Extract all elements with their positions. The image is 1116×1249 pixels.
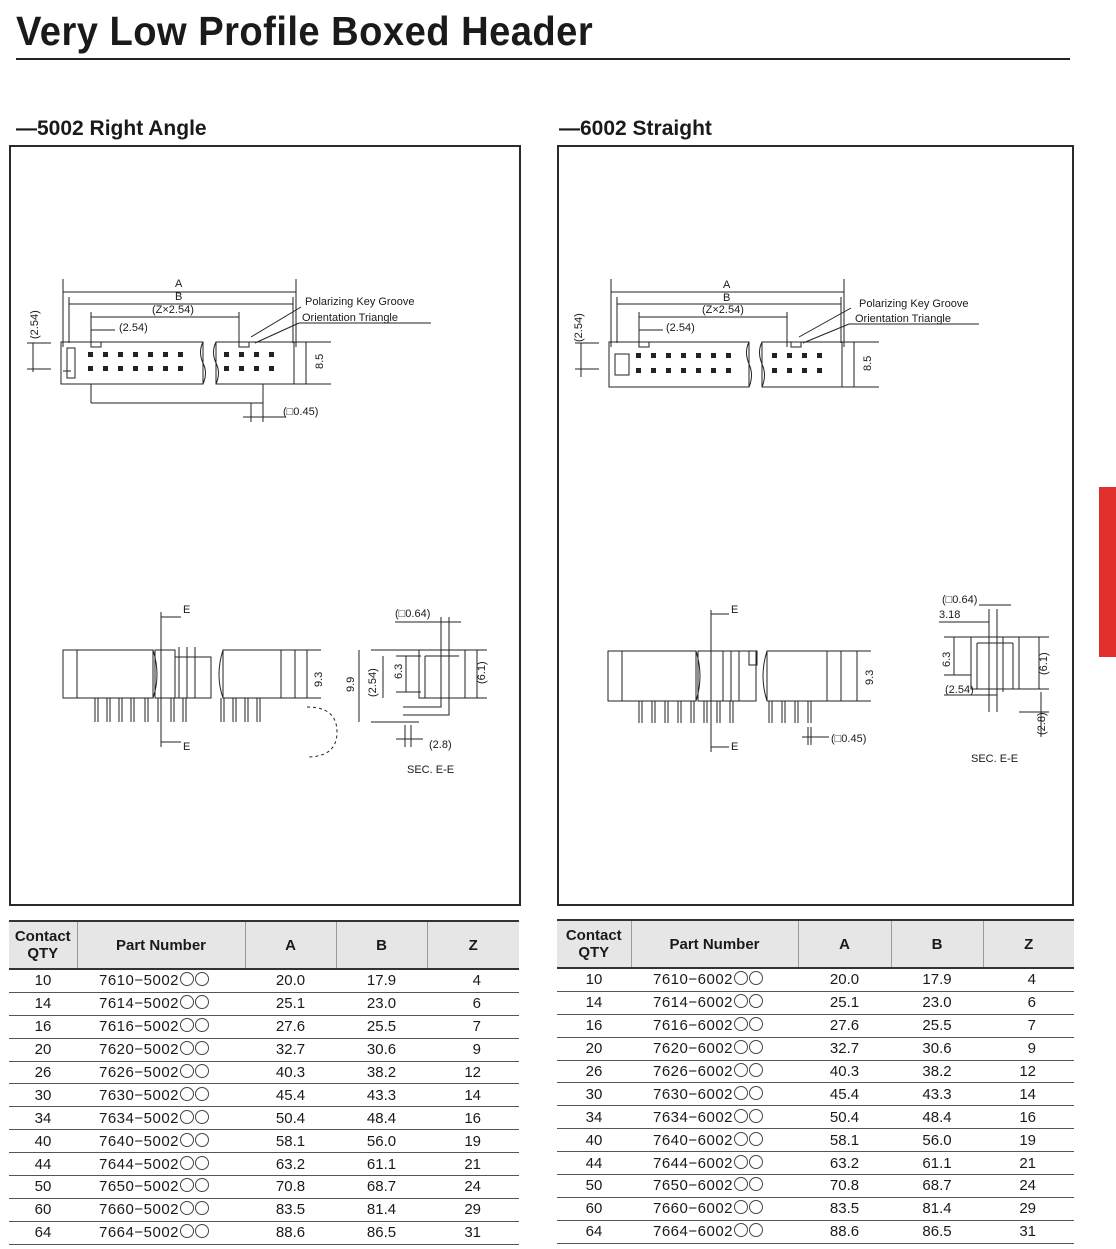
- title-rule: [16, 58, 1070, 60]
- cell-contact-qty: 26: [557, 1060, 631, 1083]
- right-angle-drawing: [11, 147, 519, 904]
- option-code-circle-icon: [734, 994, 748, 1008]
- part-number-text: 7630−5002: [99, 1086, 179, 1104]
- cell-contact-qty: 10: [9, 969, 77, 992]
- cell-contact-qty: 50: [9, 1176, 77, 1199]
- orientation-label: Orientation Triangle: [855, 313, 951, 325]
- table-row: [9, 969, 519, 992]
- table-row: [9, 1084, 519, 1107]
- cell-contact-qty: 50: [557, 1175, 631, 1198]
- cell-a: 25.1: [245, 992, 336, 1015]
- header-part-number: Part Number: [77, 921, 245, 969]
- cell-b: 86.5: [891, 1220, 983, 1243]
- sec-e-bottom-label: E: [183, 741, 191, 753]
- header-b: B: [336, 921, 427, 969]
- cell-z: 29: [983, 1197, 1074, 1220]
- cell-contact-qty: 10: [557, 968, 631, 991]
- cell-a: 45.4: [798, 1083, 891, 1106]
- table-straight: [557, 919, 1074, 1244]
- dim-b-label: B: [723, 292, 731, 304]
- polarizing-label: Polarizing Key Groove: [305, 296, 415, 308]
- cell-z: 24: [983, 1175, 1074, 1198]
- table-row: [9, 1061, 519, 1084]
- sec-e-top-label: E: [731, 604, 739, 616]
- table-row: [557, 1175, 1074, 1198]
- dim-6-1-label: (6.1): [476, 661, 488, 684]
- cell-part-number: [631, 1197, 798, 1220]
- cell-b: 61.1: [891, 1152, 983, 1175]
- dim-b-label: B: [175, 291, 183, 303]
- option-code-circle-icon: [749, 1132, 763, 1146]
- cell-contact-qty: 16: [557, 1014, 631, 1037]
- cell-a: 70.8: [245, 1176, 336, 1199]
- option-code-circle-icon: [180, 1064, 194, 1078]
- dim-9-3-label: 9.3: [864, 669, 876, 685]
- table-row: [557, 1220, 1074, 1243]
- option-code-circle-icon: [180, 1156, 194, 1170]
- dim-254s-label: (2.54): [945, 684, 974, 696]
- cell-b: 81.4: [891, 1197, 983, 1220]
- option-code-circle-icon: [195, 995, 209, 1009]
- cell-a: 63.2: [798, 1152, 891, 1175]
- option-code-circle-icon: [749, 1177, 763, 1191]
- header-b: B: [891, 920, 983, 968]
- part-number-text: 7634−5002: [99, 1109, 179, 1127]
- option-code-circle-icon: [749, 1086, 763, 1100]
- dim-2-8-label: (2.8): [1036, 712, 1048, 735]
- cell-b: 30.6: [336, 1038, 427, 1061]
- cell-b: 30.6: [891, 1037, 983, 1060]
- table-row: [9, 1015, 519, 1038]
- option-code-circle-icon: [734, 1040, 748, 1054]
- cell-part-number: [77, 1198, 245, 1221]
- cell-z: 6: [427, 992, 519, 1015]
- option-code-circle-icon: [180, 1224, 194, 1238]
- cell-part-number: [631, 1037, 798, 1060]
- cell-b: 81.4: [336, 1198, 427, 1221]
- cell-contact-qty: 14: [9, 992, 77, 1015]
- cell-z: 16: [983, 1106, 1074, 1129]
- option-code-circle-icon: [734, 1177, 748, 1191]
- dim-9-3-label: 9.3: [313, 671, 325, 687]
- cell-a: 70.8: [798, 1175, 891, 1198]
- cell-a: 32.7: [245, 1038, 336, 1061]
- dim-064-label: (□0.64): [395, 608, 431, 620]
- option-code-circle-icon: [749, 1200, 763, 1214]
- cell-part-number: [631, 1106, 798, 1129]
- table-row: [557, 1197, 1074, 1220]
- dim-254s-label: (2.54): [367, 668, 379, 697]
- polarizing-label: Polarizing Key Groove: [859, 298, 969, 310]
- cell-a: 88.6: [245, 1221, 336, 1244]
- cell-contact-qty: 60: [9, 1198, 77, 1221]
- dim-pitch-label: (2.54): [666, 322, 695, 334]
- part-number-text: 7644−5002: [99, 1155, 179, 1173]
- part-number-text: 7644−6002: [653, 1154, 733, 1172]
- table-header-row: [9, 921, 519, 969]
- cell-b: 17.9: [891, 968, 983, 991]
- table-row: [557, 991, 1074, 1014]
- sec-ee-label: SEC. E-E: [971, 753, 1019, 765]
- option-code-circle-icon: [734, 1063, 748, 1077]
- option-code-circle-icon: [180, 1087, 194, 1101]
- table-row: [9, 1198, 519, 1221]
- dim-pitch-label: (2.54): [119, 322, 148, 334]
- cell-part-number: [77, 1015, 245, 1038]
- cell-part-number: [77, 1107, 245, 1130]
- edge-index-tab: [1099, 487, 1116, 657]
- cell-b: 23.0: [336, 992, 427, 1015]
- table-row: [9, 1130, 519, 1153]
- cell-a: 63.2: [245, 1153, 336, 1176]
- option-code-circle-icon: [195, 1133, 209, 1147]
- cell-part-number: [631, 1060, 798, 1083]
- option-code-circle-icon: [195, 1064, 209, 1078]
- cell-contact-qty: 20: [557, 1037, 631, 1060]
- cell-part-number: [631, 1220, 798, 1243]
- option-code-circle-icon: [180, 1110, 194, 1124]
- cell-z: 14: [427, 1084, 519, 1107]
- option-code-circle-icon: [734, 1155, 748, 1169]
- cell-a: 58.1: [798, 1129, 891, 1152]
- table-row: [557, 1083, 1074, 1106]
- cell-contact-qty: 40: [9, 1130, 77, 1153]
- table-row: [557, 1152, 1074, 1175]
- cell-contact-qty: 44: [557, 1152, 631, 1175]
- cell-b: 61.1: [336, 1153, 427, 1176]
- cell-b: 17.9: [336, 969, 427, 992]
- cell-a: 25.1: [798, 991, 891, 1014]
- dim-pitch-v-label: (2.54): [29, 310, 41, 339]
- part-number-text: 7610−6002: [653, 971, 733, 989]
- cell-part-number: [631, 1129, 798, 1152]
- part-number-text: 7616−5002: [99, 1018, 179, 1036]
- cell-a: 20.0: [245, 969, 336, 992]
- table-row: [557, 1014, 1074, 1037]
- cell-contact-qty: 16: [9, 1015, 77, 1038]
- cell-contact-qty: 14: [557, 991, 631, 1014]
- cell-z: 9: [427, 1038, 519, 1061]
- cell-part-number: [631, 1152, 798, 1175]
- part-number-text: 7630−6002: [653, 1085, 733, 1103]
- cell-a: 27.6: [245, 1015, 336, 1038]
- option-code-circle-icon: [734, 1223, 748, 1237]
- table-row: [557, 1106, 1074, 1129]
- header-contact-qty: Contact QTY: [557, 920, 631, 968]
- page-title: Very Low Profile Boxed Header: [16, 8, 594, 54]
- cell-contact-qty: 30: [557, 1083, 631, 1106]
- cell-z: 7: [427, 1015, 519, 1038]
- table-row: [9, 1221, 519, 1244]
- dim-zpitch-label: (Z×2.54): [152, 304, 194, 316]
- cell-b: 68.7: [891, 1175, 983, 1198]
- cell-b: 38.2: [891, 1060, 983, 1083]
- cell-part-number: [77, 1061, 245, 1084]
- cell-b: 23.0: [891, 991, 983, 1014]
- cell-b: 56.0: [891, 1129, 983, 1152]
- cell-b: 68.7: [336, 1176, 427, 1199]
- cell-z: 6: [983, 991, 1074, 1014]
- option-code-circle-icon: [749, 1223, 763, 1237]
- dim-a-label: A: [723, 279, 731, 291]
- dim-6-3-label: 6.3: [941, 651, 953, 667]
- dim-pin-label: (□0.45): [283, 406, 319, 418]
- cell-part-number: [631, 968, 798, 991]
- cell-b: 25.5: [891, 1014, 983, 1037]
- part-number-text: 7650−6002: [653, 1177, 733, 1195]
- table-row: [9, 1176, 519, 1199]
- dim-zpitch-label: (Z×2.54): [702, 304, 744, 316]
- table-row: [557, 1060, 1074, 1083]
- header-a: A: [245, 921, 336, 969]
- cell-b: 48.4: [891, 1106, 983, 1129]
- cell-a: 20.0: [798, 968, 891, 991]
- cell-a: 58.1: [245, 1130, 336, 1153]
- table-row: [9, 1038, 519, 1061]
- cell-part-number: [631, 991, 798, 1014]
- cell-contact-qty: 20: [9, 1038, 77, 1061]
- option-code-circle-icon: [180, 1041, 194, 1055]
- cell-part-number: [77, 1176, 245, 1199]
- cell-z: 19: [427, 1130, 519, 1153]
- cell-part-number: [77, 992, 245, 1015]
- cell-b: 48.4: [336, 1107, 427, 1130]
- dim-9-9-label: 9.9: [345, 676, 357, 692]
- cell-part-number: [77, 1221, 245, 1244]
- part-number-text: 7664−6002: [653, 1223, 733, 1241]
- cell-z: 29: [427, 1198, 519, 1221]
- section-heading-straight: —6002 Straight: [559, 117, 712, 140]
- option-code-circle-icon: [734, 1200, 748, 1214]
- table-row: [9, 992, 519, 1015]
- option-code-circle-icon: [734, 1132, 748, 1146]
- option-code-circle-icon: [195, 1041, 209, 1055]
- option-code-circle-icon: [195, 1110, 209, 1124]
- cell-z: 19: [983, 1129, 1074, 1152]
- dim-6-1-label: (6.1): [1038, 652, 1050, 675]
- part-number-text: 7664−5002: [99, 1224, 179, 1242]
- option-code-circle-icon: [180, 1178, 194, 1192]
- cell-z: 21: [427, 1153, 519, 1176]
- cell-a: 40.3: [245, 1061, 336, 1084]
- cell-part-number: [631, 1014, 798, 1037]
- cell-contact-qty: 64: [557, 1220, 631, 1243]
- part-number-text: 7610−5002: [99, 972, 179, 990]
- cell-part-number: [631, 1175, 798, 1198]
- option-code-circle-icon: [749, 1063, 763, 1077]
- cell-contact-qty: 26: [9, 1061, 77, 1084]
- cell-b: 43.3: [891, 1083, 983, 1106]
- cell-a: 50.4: [798, 1106, 891, 1129]
- table-header-row: [557, 920, 1074, 968]
- cell-contact-qty: 44: [9, 1153, 77, 1176]
- dim-a-label: A: [175, 278, 183, 290]
- dim-height-label: 8.5: [314, 353, 326, 369]
- part-number-text: 7614−5002: [99, 995, 179, 1013]
- drawing-panel-right-angle: [9, 145, 521, 906]
- cell-z: 9: [983, 1037, 1074, 1060]
- header-z: Z: [983, 920, 1074, 968]
- table-row: [9, 1107, 519, 1130]
- straight-drawing: [559, 147, 1072, 904]
- drawing-panel-straight: [557, 145, 1074, 906]
- cell-part-number: [631, 1083, 798, 1106]
- cell-z: 24: [427, 1176, 519, 1199]
- cell-a: 45.4: [245, 1084, 336, 1107]
- option-code-circle-icon: [195, 1018, 209, 1032]
- cell-z: 31: [427, 1221, 519, 1244]
- cell-a: 88.6: [798, 1220, 891, 1243]
- option-code-circle-icon: [749, 1155, 763, 1169]
- part-number-text: 7614−6002: [653, 994, 733, 1012]
- option-code-circle-icon: [749, 971, 763, 985]
- cell-b: 25.5: [336, 1015, 427, 1038]
- cell-a: 50.4: [245, 1107, 336, 1130]
- cell-contact-qty: 40: [557, 1129, 631, 1152]
- option-code-circle-icon: [749, 1040, 763, 1054]
- table-right-angle: [9, 920, 519, 1245]
- cell-contact-qty: 60: [557, 1197, 631, 1220]
- cell-contact-qty: 64: [9, 1221, 77, 1244]
- cell-b: 38.2: [336, 1061, 427, 1084]
- cell-contact-qty: 30: [9, 1084, 77, 1107]
- cell-z: 4: [427, 969, 519, 992]
- part-number-text: 7626−5002: [99, 1064, 179, 1081]
- cell-z: 4: [983, 968, 1074, 991]
- cell-z: 31: [983, 1220, 1074, 1243]
- cell-a: 27.6: [798, 1014, 891, 1037]
- cell-a: 83.5: [798, 1197, 891, 1220]
- cell-contact-qty: 34: [557, 1106, 631, 1129]
- option-code-circle-icon: [180, 995, 194, 1009]
- option-code-circle-icon: [180, 1201, 194, 1215]
- option-code-circle-icon: [195, 1224, 209, 1238]
- option-code-circle-icon: [195, 1156, 209, 1170]
- option-code-circle-icon: [195, 1087, 209, 1101]
- cell-b: 43.3: [336, 1084, 427, 1107]
- option-code-circle-icon: [180, 1133, 194, 1147]
- option-code-circle-icon: [749, 1109, 763, 1123]
- option-code-circle-icon: [734, 1109, 748, 1123]
- part-number-text: 7634−6002: [653, 1108, 733, 1126]
- part-number-text: 7660−6002: [653, 1200, 733, 1218]
- option-code-circle-icon: [180, 972, 194, 986]
- cell-z: 14: [983, 1083, 1074, 1106]
- cell-z: 7: [983, 1014, 1074, 1037]
- table-row: [9, 1153, 519, 1176]
- part-number-text: 7626−6002: [653, 1063, 733, 1080]
- dim-3-18-label: 3.18: [939, 609, 961, 621]
- cell-part-number: [77, 1084, 245, 1107]
- part-number-text: 7650−5002: [99, 1178, 179, 1196]
- cell-z: 12: [983, 1060, 1074, 1083]
- cell-part-number: [77, 1130, 245, 1153]
- option-code-circle-icon: [734, 971, 748, 985]
- cell-z: 16: [427, 1107, 519, 1130]
- option-code-circle-icon: [749, 994, 763, 1008]
- header-contact-qty: Contact QTY: [9, 921, 77, 969]
- part-number-text: 7640−5002: [99, 1132, 179, 1150]
- table-row: [557, 1129, 1074, 1152]
- dim-pin-label: (□0.45): [831, 733, 867, 745]
- dim-6-3-label: 6.3: [393, 663, 405, 679]
- orientation-label: Orientation Triangle: [302, 312, 398, 324]
- dim-pitch-v-label: (2.54): [573, 313, 585, 342]
- cell-b: 86.5: [336, 1221, 427, 1244]
- option-code-circle-icon: [734, 1086, 748, 1100]
- part-number-text: 7640−6002: [653, 1131, 733, 1149]
- section-heading-right-angle: —5002 Right Angle: [16, 117, 207, 140]
- cell-contact-qty: 34: [9, 1107, 77, 1130]
- part-number-text: 7620−5002: [99, 1041, 179, 1059]
- cell-z: 21: [983, 1152, 1074, 1175]
- dim-064-label: (□0.64): [942, 594, 978, 606]
- cell-part-number: [77, 1038, 245, 1061]
- part-number-text: 7616−6002: [653, 1017, 733, 1035]
- option-code-circle-icon: [195, 1178, 209, 1192]
- option-code-circle-icon: [749, 1017, 763, 1031]
- cell-b: 56.0: [336, 1130, 427, 1153]
- sec-ee-label: SEC. E-E: [407, 764, 455, 776]
- dim-2-8-label: (2.8): [429, 739, 452, 751]
- table-row: [557, 1037, 1074, 1060]
- cell-a: 40.3: [798, 1060, 891, 1083]
- cell-a: 83.5: [245, 1198, 336, 1221]
- cell-part-number: [77, 969, 245, 992]
- part-number-text: 7660−5002: [99, 1201, 179, 1219]
- option-code-circle-icon: [195, 972, 209, 986]
- header-part-number: Part Number: [631, 920, 798, 968]
- table-row: [557, 968, 1074, 991]
- option-code-circle-icon: [180, 1018, 194, 1032]
- cell-a: 32.7: [798, 1037, 891, 1060]
- option-code-circle-icon: [734, 1017, 748, 1031]
- part-number-text: 7620−6002: [653, 1040, 733, 1058]
- sec-e-bottom-label: E: [731, 741, 739, 753]
- option-code-circle-icon: [195, 1201, 209, 1215]
- sec-e-top-label: E: [183, 604, 191, 616]
- header-z: Z: [427, 921, 519, 969]
- dim-height-label: 8.5: [862, 355, 874, 371]
- cell-part-number: [77, 1153, 245, 1176]
- header-a: A: [798, 920, 891, 968]
- cell-z: 12: [427, 1061, 519, 1084]
